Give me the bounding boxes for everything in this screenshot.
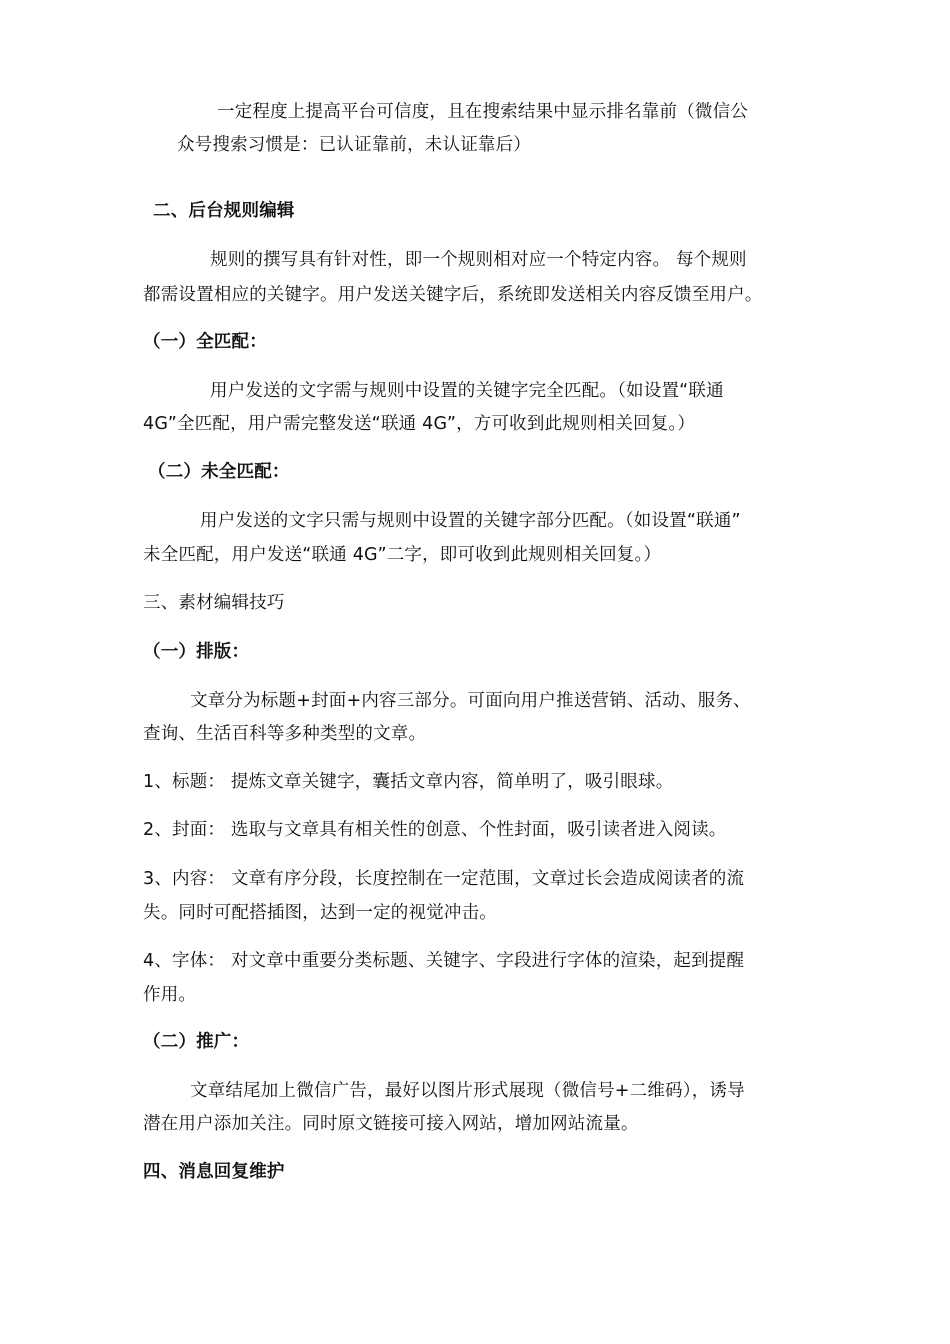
section-heading-backend-rules: 二、后台规则编辑	[153, 201, 295, 221]
list-item-cover: 2、封面： 选取与文章具有相关性的创意、个性封面，吸引读者进入阅读。	[143, 820, 727, 840]
intro-line-1: 一定程度上提高平台可信度，且在搜索结果中显示排名靠前（微信公	[217, 102, 748, 122]
subheading-promotion: （二）推广：	[143, 1032, 250, 1052]
list-item-font-line-1: 4、字体： 对文章中重要分类标题、关键字、字段进行字体的渲染，起到提醒	[143, 951, 745, 971]
section-heading-material-editing: 三、素材编辑技巧	[143, 593, 285, 613]
intro-line-2: 众号搜索习惯是：已认证靠前，未认证靠后）	[177, 135, 531, 155]
layout-paragraph-line-1: 文章分为标题+封面+内容三部分。可面向用户推送营销、活动、服务、	[190, 691, 751, 711]
subheading-full-match: （一）全匹配：	[143, 332, 267, 352]
list-item-title: 1、标题： 提炼文章关键字，囊括文章内容，简单明了，吸引眼球。	[143, 772, 674, 792]
layout-paragraph-line-2: 查询、生活百科等多种类型的文章。	[143, 724, 427, 744]
list-item-content-line-1: 3、内容： 文章有序分段，长度控制在一定范围，文章过长会造成阅读者的流	[143, 869, 745, 889]
list-item-content-line-2: 失。同时可配搭插图，达到一定的视觉冲击。	[143, 903, 497, 923]
subheading-partial-match: （二）未全匹配：	[148, 462, 290, 482]
section2-paragraph-line-2: 都需设置相应的关键字。用户发送关键字后，系统即发送相关内容反馈至用户。	[143, 285, 763, 305]
full-match-line-2: 4G”全匹配，用户需完整发送“联通 4G”，方可收到此规则相关回复。）	[143, 414, 696, 434]
section-heading-message-reply: 四、消息回复维护	[143, 1162, 285, 1182]
promotion-line-2: 潜在用户添加关注。同时原文链接可接入网站，增加网站流量。	[143, 1114, 639, 1134]
partial-match-line-2: 未全匹配，用户发送“联通 4G”二字，即可收到此规则相关回复。）	[143, 545, 662, 565]
promotion-line-1: 文章结尾加上微信广告，最好以图片形式展现（微信号+二维码），诱导	[190, 1081, 745, 1101]
subheading-layout: （一）排版：	[143, 642, 250, 662]
list-item-font-line-2: 作用。	[143, 985, 197, 1005]
section2-paragraph-line-1: 规则的撰写具有针对性，即一个规则相对应一个特定内容。 每个规则	[210, 250, 747, 270]
full-match-line-1: 用户发送的文字需与规则中设置的关键字完全匹配。（如设置“联通	[210, 381, 724, 401]
partial-match-line-1: 用户发送的文字只需与规则中设置的关键字部分匹配。（如设置“联通”	[200, 511, 741, 531]
